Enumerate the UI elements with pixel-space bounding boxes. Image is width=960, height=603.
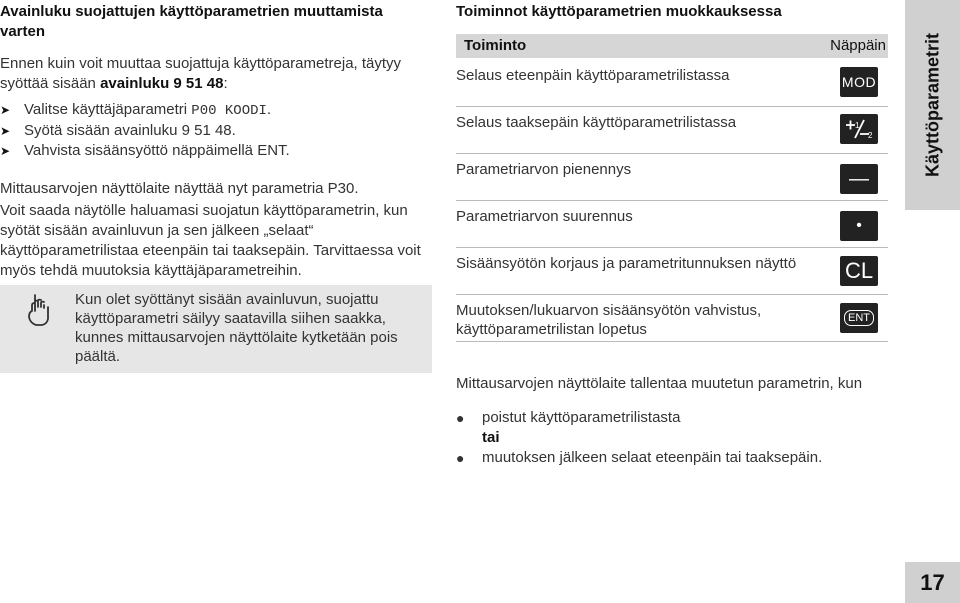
table-row [456, 295, 888, 342]
row-function-text: Selaus eteenpäin käyttöparametrilistassa [456, 67, 730, 84]
svg-text:2: 2 [868, 131, 873, 140]
section-title: Avainluku suojattujen käyttöparametrien muuttamista varten [0, 3, 383, 40]
note-box [0, 285, 432, 373]
paragraph-p30: Mittausarvojen näyttölaite näyttää nyt parametria P30. [0, 180, 359, 197]
chapter-tab-label: Käyttöparametrit [922, 32, 942, 178]
minus-key-icon: — [840, 164, 878, 194]
table-row [456, 60, 888, 107]
hand-pointing-icon [26, 293, 52, 327]
svg-text:1: 1 [855, 121, 860, 130]
table-row [456, 154, 888, 201]
ent-key-icon: ENT [840, 303, 878, 333]
left-column [0, 0, 432, 281]
row-function-text: Muutoksen/lukuarvon sisäänsyötön vahvistus, käyttöparametrilistan lopetus [456, 302, 762, 338]
cl-key-icon: CL [840, 256, 878, 286]
mod-key-icon: MOD [840, 67, 878, 97]
bullet-icon: ● [456, 450, 465, 466]
step-item: ➤ Vahvista sisäänsyöttö näppäimellä ENT. [0, 142, 290, 159]
arrow-icon: ➤ [0, 144, 11, 158]
table-row [456, 201, 888, 248]
intro-paragraph: Ennen kuin voit muuttaa suojattuja käyttöparametreja, täytyy syöttää sisään avainluku 9 51 48: [0, 55, 402, 92]
list-item: ● poistut käyttöparametrilistasta [456, 409, 681, 426]
arrow-icon: ➤ [0, 124, 11, 138]
functions-title: Toiminnot käyttöparametrien muokkauksessa [456, 3, 782, 20]
arrow-icon: ➤ [0, 103, 11, 117]
bullet-list [456, 408, 886, 468]
plus-minus-key-icon [840, 114, 878, 144]
row-function-text: Parametriarvon pienennys [456, 161, 632, 178]
note-text: Kun olet syöttänyt sisään avainluvun, suojattu käyttöparametri säilyy saatavilla siihen saakka, kunnes mittausarvojen näyttölaite kytketään pois päältä. [75, 291, 398, 365]
or-label: tai [482, 429, 500, 446]
save-info [456, 374, 886, 468]
step-item: ➤ Syötä sisään avainluku 9 51 48. [0, 122, 236, 139]
column-header-function: Toiminto [464, 37, 527, 54]
row-function-text: Selaus taaksepäin käyttöparametrilistassa [456, 114, 737, 131]
row-function-text: Parametriarvon suurennus [456, 208, 633, 225]
column-header-key: Näppäin [830, 37, 886, 54]
row-function-text: Sisäänsyötön korjaus ja parametritunnuksen näyttö [456, 255, 797, 272]
dot-key-icon: • [840, 211, 878, 241]
table-row [456, 248, 888, 295]
step-item: ➤ Valitse käyttäjäparametri P00 KOODI. [0, 101, 272, 119]
paragraph-browse: Voit saada näytölle haluamasi suojatun käyttöparametrin, kun syötät sisään avainluvun ja sen jälkeen „selaat“ käyttöparametrilistaa eteenpäin tai taaksepäin. Tarvittaessa voit myös tehdä muutoksia käyttäjäparametreihin. [0, 202, 421, 279]
step-list [0, 100, 432, 161]
chapter-tab [905, 0, 960, 210]
page-number: 17 [905, 562, 960, 603]
bullet-icon: ● [456, 410, 465, 426]
table-header [456, 34, 888, 58]
save-info-text: Mittausarvojen näyttölaite tallentaa muutetun parametrin, kun [456, 375, 863, 392]
table-row [456, 107, 888, 154]
functions-section [456, 0, 886, 22]
list-item: ● muutoksen jälkeen selaat eteenpäin tai taaksepäin. [456, 449, 823, 466]
